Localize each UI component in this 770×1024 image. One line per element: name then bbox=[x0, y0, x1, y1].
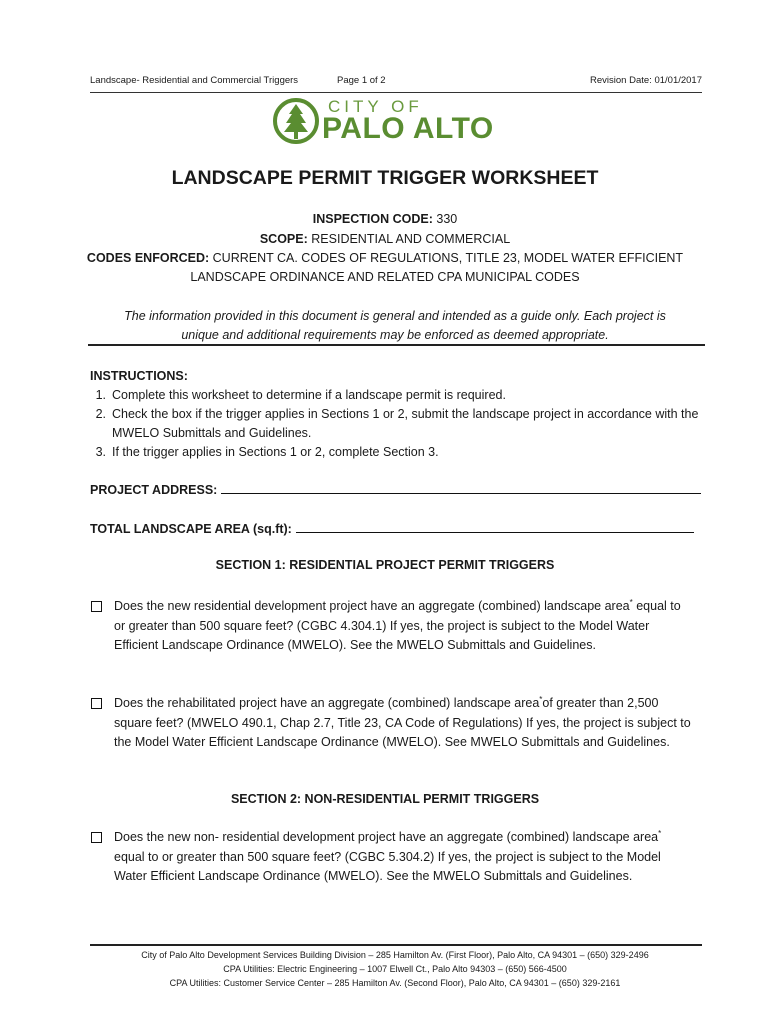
disclaimer-line-1: The information provided in this document is general and intended as a guide only. Each project is bbox=[124, 309, 666, 323]
trigger-text-part: equal to or greater than 500 square feet? (CGBC 4.304.1) If yes, the project is subject to the Model Water Efficient Landscape Ordinance (MWELO). See the MWELO Submittals and Guidelines. bbox=[114, 599, 681, 652]
section-1-title: SECTION 1: RESIDENTIAL PROJECT PERMIT TRIGGERS bbox=[215, 558, 555, 572]
footnote-mark: * bbox=[629, 597, 633, 607]
instruction-text: If the trigger applies in Sections 1 or 2, complete Section 3. bbox=[112, 445, 439, 459]
inspection-code-value: 330 bbox=[436, 212, 458, 226]
footer-line-2: CPA Utilities: Electric Engineering – 1007 Elwell Ct., Palo Alto 94303 – (650) 566-4500 bbox=[223, 964, 567, 974]
scope-value: RESIDENTIAL AND COMMERCIAL bbox=[311, 232, 511, 246]
instructions-list bbox=[90, 386, 700, 462]
page-title: LANDSCAPE PERMIT TRIGGER WORKSHEET bbox=[171, 167, 599, 189]
header-revision-date: Revision Date: 01/01/2017 bbox=[590, 75, 702, 86]
codes-enforced-label: CODES ENFORCED: bbox=[86, 251, 210, 265]
page-header bbox=[90, 75, 702, 89]
disclaimer bbox=[95, 307, 695, 345]
landscape-area-input[interactable] bbox=[296, 522, 694, 533]
instruction-number: 1. bbox=[95, 388, 106, 402]
section-1-trigger-1 bbox=[91, 597, 691, 656]
instruction-text: Complete this worksheet to determine if a landscape permit is required. bbox=[112, 388, 506, 402]
trigger-text-part: Does the new residential development project have an aggregate (combined) landscape area bbox=[114, 599, 630, 613]
city-logo bbox=[272, 97, 522, 149]
tree-icon bbox=[272, 97, 320, 145]
inspection-code-line bbox=[0, 212, 770, 226]
disclaimer-divider bbox=[88, 344, 705, 346]
page-footer bbox=[0, 948, 770, 990]
trigger-text bbox=[114, 597, 691, 656]
instruction-number: 2. bbox=[95, 407, 106, 421]
trigger-text bbox=[114, 694, 691, 753]
footer-divider bbox=[90, 944, 702, 946]
section-1-trigger-2 bbox=[91, 694, 691, 753]
trigger-text-part: Does the rehabilitated project have an aggregate (combined) landscape area bbox=[114, 696, 540, 710]
logo-city-of-text: CITY OF bbox=[328, 97, 423, 116]
trigger-text-part: Does the new non- residential development project have an aggregate (combined) landscape area bbox=[114, 830, 659, 844]
instruction-item bbox=[90, 405, 700, 443]
instruction-item bbox=[90, 443, 700, 462]
section-2-trigger-1 bbox=[91, 828, 691, 887]
header-page-number: Page 1 of 2 bbox=[337, 75, 386, 86]
section-2-title: SECTION 2: NON-RESIDENTIAL PERMIT TRIGGERS bbox=[230, 792, 540, 806]
trigger-text-part: equal to or greater than 500 square feet? (CGBC 5.304.2) If yes, the project is subject to the Model Water Efficient Landscape Ordinance (MWELO). See the MWELO Submittals and Guidelines. bbox=[114, 849, 661, 883]
header-divider bbox=[90, 92, 702, 93]
footnote-mark: * bbox=[539, 694, 543, 704]
header-doc-title: Landscape- Residential and Commercial Triggers bbox=[90, 75, 299, 86]
footer-line-1: City of Palo Alto Development Services Building Division – 285 Hamilton Av. (First Floor), Palo Alto, CA 94301 – (650) 329-2496 bbox=[141, 950, 649, 960]
footnote-mark: * bbox=[658, 828, 662, 838]
project-address-input[interactable] bbox=[221, 483, 701, 494]
trigger-checkbox[interactable] bbox=[91, 601, 102, 612]
project-address-label: PROJECT ADDRESS: bbox=[90, 483, 218, 497]
trigger-text-part: of greater than 2,500 square feet? (MWELO 490.1, Chap 2.7, Title 23, CA Code of Regulations) If yes, the project is subject to the Model Water Efficient Landscape Ordinance (MWELO). See MWELO Submittals and Guidelines. bbox=[114, 696, 691, 749]
codes-enforced-line-2: LANDSCAPE ORDINANCE AND RELATED CPA MUNICIPAL CODES bbox=[190, 270, 580, 284]
scope-line bbox=[0, 232, 770, 246]
instruction-item bbox=[90, 386, 700, 405]
trigger-checkbox[interactable] bbox=[91, 832, 102, 843]
project-address-field bbox=[90, 483, 701, 497]
instruction-text: Check the box if the trigger applies in Sections 1 or 2, submit the landscape project in accordance with the MWELO Submittals and Guidelines. bbox=[112, 407, 699, 440]
codes-enforced-value: CURRENT CA. CODES OF REGULATIONS, TITLE 23, MODEL WATER EFFICIENT bbox=[212, 251, 684, 265]
instructions-heading: INSTRUCTIONS: bbox=[90, 369, 188, 383]
logo-palo-alto-text: PALO ALTO bbox=[322, 112, 494, 145]
codes-enforced-line bbox=[0, 251, 770, 265]
scope-label: SCOPE: bbox=[259, 232, 308, 246]
instruction-number: 3. bbox=[95, 445, 106, 459]
inspection-code-label: INSPECTION CODE: bbox=[312, 212, 433, 226]
landscape-area-label: TOTAL LANDSCAPE AREA (sq.ft): bbox=[90, 522, 292, 536]
footer-line-3: CPA Utilities: Customer Service Center – 285 Hamilton Av. (Second Floor), Palo Alto, CA 94301 – (650) 329-2161 bbox=[169, 978, 621, 988]
trigger-text bbox=[114, 828, 691, 887]
disclaimer-line-2: unique and additional requirements may be enforced as deemed appropriate. bbox=[181, 328, 609, 342]
trigger-checkbox[interactable] bbox=[91, 698, 102, 709]
landscape-area-field bbox=[90, 522, 694, 536]
